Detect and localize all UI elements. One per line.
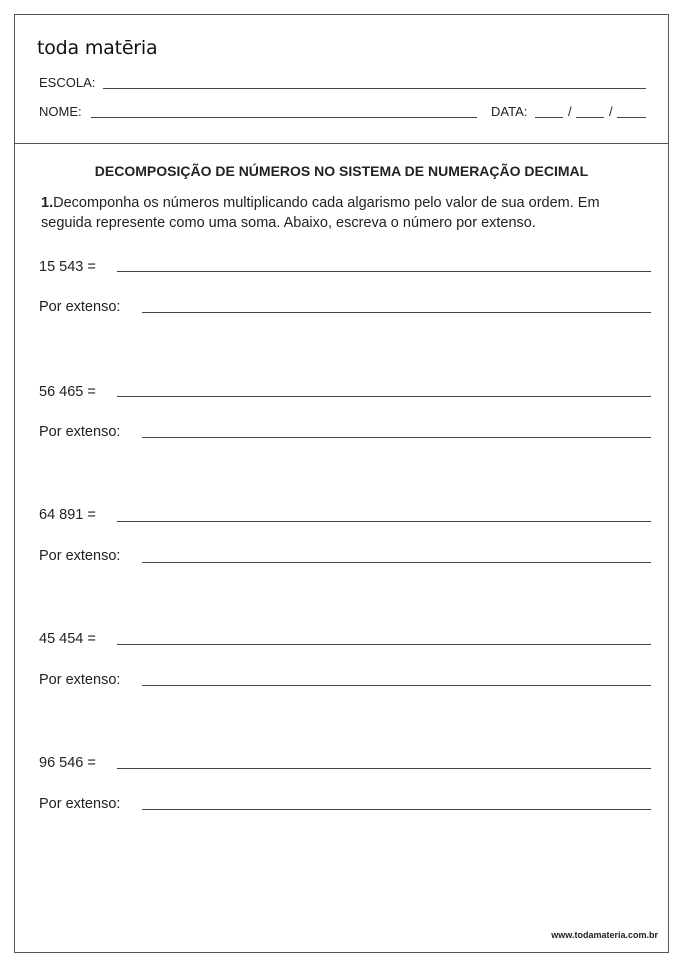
decomposition-answer-line[interactable]	[117, 271, 651, 272]
date-month-field[interactable]	[576, 117, 604, 118]
date-separator: /	[568, 104, 572, 119]
exercise-number-label: 56 465 =	[39, 384, 96, 400]
exercise-number-label: 96 546 =	[39, 755, 96, 771]
worksheet	[14, 14, 669, 953]
question-number: 1.	[41, 195, 54, 211]
extenso-answer-line[interactable]	[142, 809, 651, 810]
extenso-label: Por extenso:	[39, 299, 121, 315]
name-field[interactable]	[91, 117, 477, 118]
worksheet-header	[15, 15, 668, 144]
date-label: DATA:	[491, 104, 528, 119]
extenso-label: Por extenso:	[39, 672, 121, 688]
extenso-answer-line[interactable]	[142, 437, 651, 438]
date-year-field[interactable]	[617, 117, 646, 118]
extenso-label: Por extenso:	[39, 796, 121, 812]
school-label: ESCOLA:	[39, 75, 96, 90]
instructions	[41, 193, 653, 233]
extenso-answer-line[interactable]	[142, 312, 651, 313]
extenso-label: Por extenso:	[39, 424, 121, 440]
exercise-number-label: 45 454 =	[39, 631, 96, 647]
exercise-number-label: 15 543 =	[39, 259, 96, 275]
name-label: NOME:	[39, 104, 82, 119]
date-day-field[interactable]	[535, 117, 563, 118]
decomposition-answer-line[interactable]	[117, 644, 651, 645]
decomposition-answer-line[interactable]	[117, 521, 651, 522]
school-field[interactable]	[103, 88, 646, 89]
worksheet-title: DECOMPOSIÇÃO DE NÚMEROS NO SISTEMA DE NUMERAÇÃO DECIMAL	[94, 163, 589, 179]
decomposition-answer-line[interactable]	[117, 768, 651, 769]
date-separator: /	[609, 104, 613, 119]
logo: toda matēria	[37, 37, 158, 59]
exercise-number-label: 64 891 =	[39, 507, 96, 523]
extenso-answer-line[interactable]	[142, 685, 651, 686]
instructions-text: Decomponha os números multiplicando cada algarismo pelo valor de sua ordem. Em seguida represente como uma soma. Abaixo, escreva o número por extenso.	[41, 195, 600, 231]
extenso-answer-line[interactable]	[142, 562, 651, 563]
decomposition-answer-line[interactable]	[117, 396, 651, 397]
footer-url: www.todamateria.com.br	[551, 930, 658, 940]
extenso-label: Por extenso:	[39, 548, 121, 564]
